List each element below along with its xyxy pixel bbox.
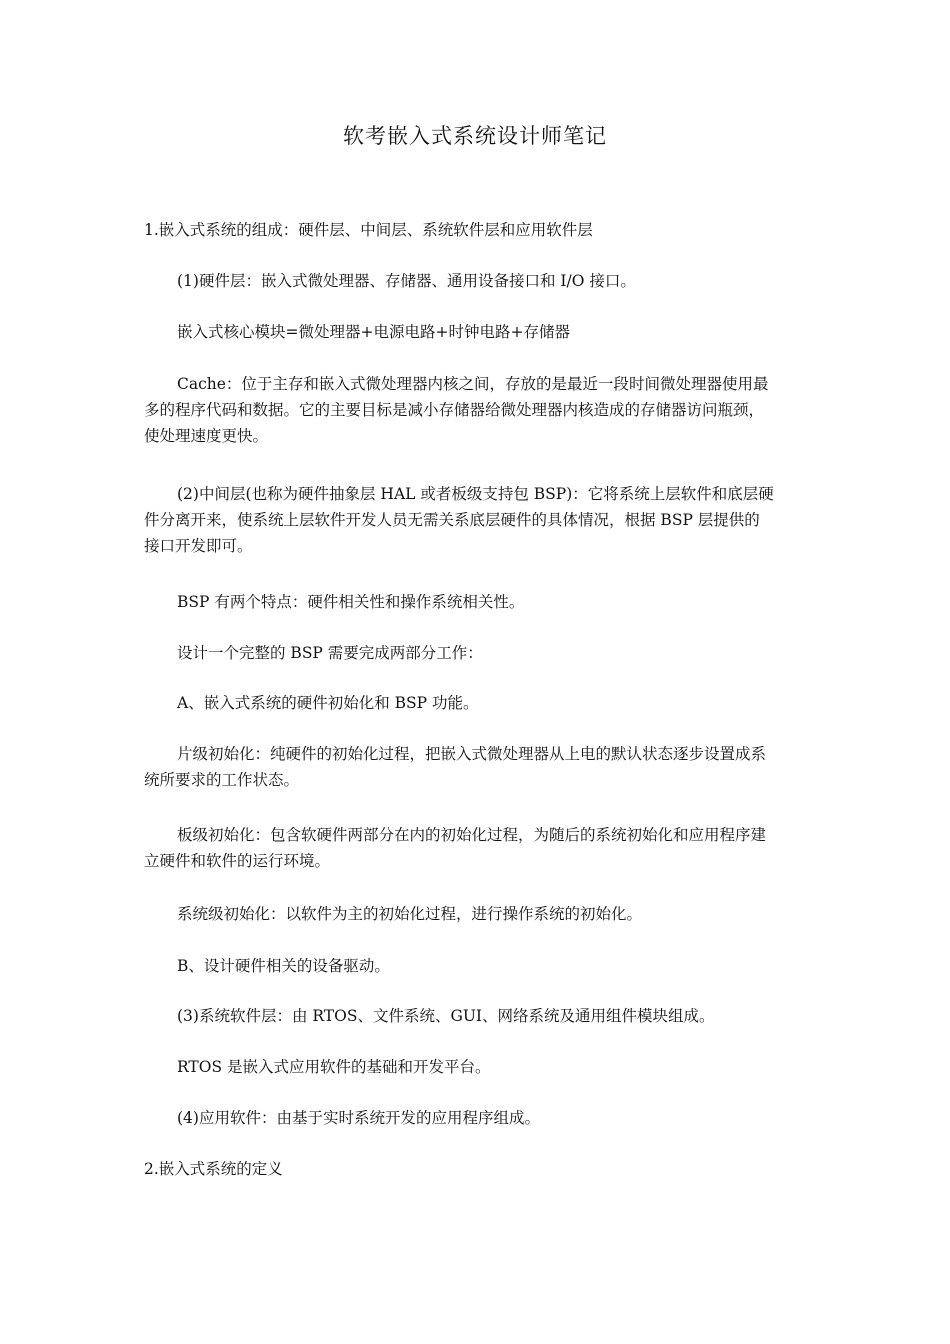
text-line: 统所要求的工作状态。 [144,771,300,789]
paragraph-bsp-work [177,640,808,666]
paragraph-hardware-layer [177,268,808,294]
paragraph-bsp-item-b [177,953,808,979]
text-line: 板级初始化：包含软硬件两部分在内的初始化过程，为随后的系统初始化和应用程序建 [177,826,767,844]
text-line: 1.嵌入式系统的组成：硬件层、中间层、系统软件层和应用软件层 [144,221,593,239]
text-line: 件分离开来，使系统上层软件开发人员无需关系底层硬件的具体情况，根据 BSP 层提供的 [144,511,760,529]
section-heading-1 [144,217,808,243]
text-line: B、设计硬件相关的设备驱动。 [177,957,390,975]
text-line: (4)应用软件：由基于实时系统开发的应用程序组成。 [177,1109,540,1127]
section-heading-2 [144,1156,808,1182]
paragraph-board-init [144,822,808,874]
document-title: 软考嵌入式系统设计师笔记 [343,124,607,148]
paragraph-core-module [177,319,808,345]
paragraph-system-software-layer [177,1003,808,1029]
paragraph-system-init [177,901,808,927]
paragraph-cache [144,371,808,449]
text-line: (2)中间层(也称为硬件抽象层 HAL 或者板级支持包 BSP)：它将系统上层软件和底层硬 [177,485,774,503]
paragraph-chip-init [144,741,808,793]
paragraph-bsp-features [177,589,808,615]
text-line: 2.嵌入式系统的定义 [144,1160,283,1178]
text-line: (1)硬件层：嵌入式微处理器、存储器、通用设备接口和 I/O 接口。 [177,272,636,290]
text-line: 多的程序代码和数据。它的主要目标是减小存储器给微处理器内核造成的存储器访问瓶颈， [144,401,765,419]
text-line: 片级初始化：纯硬件的初始化过程，把嵌入式微处理器从上电的默认状态逐步设置成系 [177,745,767,763]
paragraph-rtos [177,1054,808,1080]
paragraph-bsp-item-a [177,690,808,716]
text-line: Cache：位于主存和嵌入式微处理器内核之间，存放的是最近一段时间微处理器使用最 [177,375,769,393]
text-line: (3)系统软件层：由 RTOS、文件系统、GUI、网络系统及通用组件模块组成。 [177,1007,715,1025]
text-line: RTOS 是嵌入式应用软件的基础和开发平台。 [177,1058,491,1076]
text-line: A、嵌入式系统的硬件初始化和 BSP 功能。 [177,694,479,712]
text-line: BSP 有两个特点：硬件相关性和操作系统相关性。 [177,593,525,611]
paragraph-application-software [177,1105,808,1131]
paragraph-middle-layer [144,481,808,559]
text-line: 接口开发即可。 [144,537,253,555]
text-line: 设计一个完整的 BSP 需要完成两部分工作： [177,644,483,662]
text-line: 系统级初始化：以软件为主的初始化过程，进行操作系统的初始化。 [177,905,643,923]
text-line: 嵌入式核心模块=微处理器+电源电路+时钟电路+存储器 [177,323,570,341]
text-line: 使处理速度更快。 [144,427,269,445]
text-line: 立硬件和软件的运行环境。 [144,852,331,870]
